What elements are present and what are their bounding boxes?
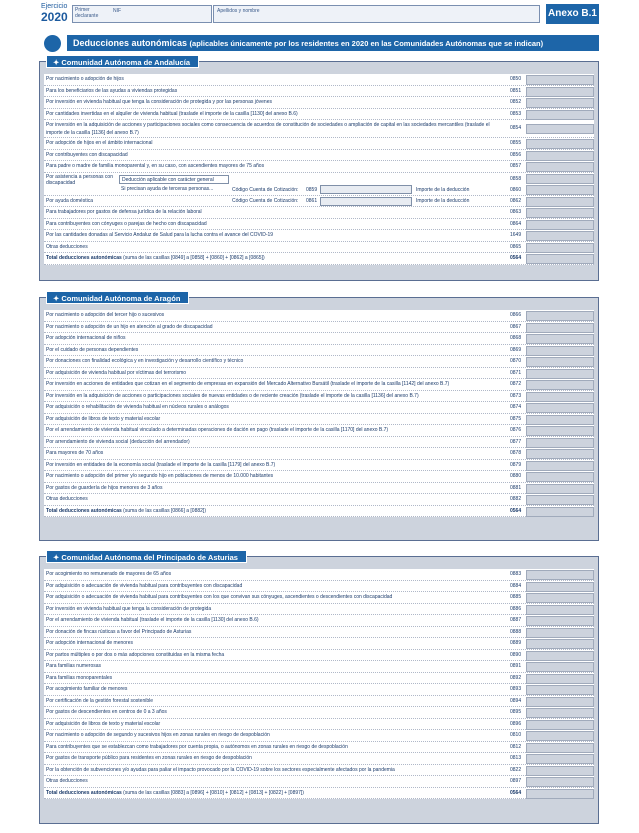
amount-input[interactable]: [526, 720, 594, 730]
deduction-row: [44, 673, 594, 685]
box-code: 0855: [510, 140, 522, 146]
apellidos-label: Apellidos y nombre: [217, 8, 260, 14]
deduction-row: [44, 242, 594, 254]
box-code: 0885: [510, 594, 522, 600]
row-label: Por inversión en vivienda habitual que tenga la consideración de protegida: [46, 605, 212, 612]
amount-input[interactable]: [526, 777, 594, 787]
amount-input[interactable]: [526, 426, 594, 436]
box-code: 0856: [510, 151, 522, 158]
box-code: 0822: [510, 766, 522, 773]
amount-input[interactable]: [526, 495, 594, 505]
deduction-row: [44, 730, 594, 742]
deduction-row: [44, 74, 594, 86]
amount-input[interactable]: [526, 124, 594, 134]
deduction-row: [44, 230, 594, 242]
box-code: 0870: [510, 358, 522, 364]
deduction-row: [44, 379, 594, 391]
row-label: Por arrendamiento de vivienda social (deducción del arrendador): [46, 438, 190, 445]
amount-input[interactable]: [526, 392, 594, 402]
row-label: Otras deducciones: [46, 243, 88, 250]
amount-input[interactable]: [526, 403, 594, 413]
amount-input[interactable]: [526, 162, 594, 172]
deduction-row: [44, 615, 594, 627]
title-sub: (aplicables únicamente por los residentes en 2020 en las Comunidades Autónomas que se indican): [189, 39, 544, 48]
anexo-badge: Anexo B.1: [546, 4, 599, 24]
deduction-row: [44, 471, 594, 483]
row-label: Para contribuyentes que se establezcan como trabajadores por cuenta propia, o autónomos en zonas rurales en riesgo de despoblación: [46, 743, 348, 750]
deduction-row: [44, 627, 594, 639]
row-label: Por adopción de hijos en el ámbito internacional: [46, 140, 153, 146]
deduction-row: [44, 161, 594, 173]
box-code: 0875: [510, 415, 522, 422]
amount-input[interactable]: [526, 674, 594, 684]
row-label: Para familias monoparentales: [46, 674, 113, 681]
section-andalucia: [39, 58, 599, 281]
amount-input[interactable]: [526, 231, 594, 241]
asistencia-general[interactable]: Deducción aplicable con carácter general: [119, 175, 229, 184]
row-label: Por contribuyentes con discapacidad: [46, 151, 128, 158]
box-code: 1649: [510, 232, 522, 238]
deduction-row: [44, 742, 594, 754]
ccc-code: 0859: [306, 186, 318, 193]
amount-input[interactable]: [526, 87, 594, 97]
row-label: Por el cuidado de personas dependientes: [46, 346, 139, 353]
deduction-row: [44, 684, 594, 696]
amount-input[interactable]: [526, 311, 594, 321]
row-label: Por nacimiento o adopción de un hijo en atención al grado de discapacidad: [46, 323, 213, 330]
deduction-row: [44, 765, 594, 777]
box-code: 0858: [510, 175, 522, 182]
row-label: Para familias numerosas: [46, 663, 102, 669]
total-row: [44, 253, 594, 265]
deduction-row: [44, 356, 594, 368]
box-code: 0895: [510, 709, 522, 715]
amount-input[interactable]: [526, 754, 594, 764]
ejercicio-value: 2020: [41, 10, 68, 24]
row-label: Por inversión en la adquisición de acciones o participaciones sociales de nuevas entidades o de reciente creación (traslade el importe de la casilla [1136] del anexo B.7): [46, 392, 419, 399]
deduction-row: [44, 719, 594, 731]
box-code: 0883: [510, 571, 522, 577]
deduction-row: [44, 650, 594, 662]
section-aragon: [39, 294, 599, 541]
importe-label: Importe de la deducción: [416, 186, 470, 193]
deduction-row: [44, 310, 594, 322]
section-title-andalucia: ✦ Comunidad Autónoma de Andalucía: [46, 55, 199, 68]
box-code: 0869: [510, 346, 522, 353]
box-code: 0812: [510, 743, 522, 750]
amount-input[interactable]: [526, 110, 594, 120]
deduction-row: [44, 638, 594, 650]
row-label: Por donaciones con finalidad ecológica y en investigación y desarrollo científico y técnico: [46, 358, 244, 364]
title-main: Deducciones autonómicas: [73, 38, 188, 48]
asistencia-block: [44, 173, 594, 196]
row-label: Por gastos de guardería de hijos menores de 3 años: [46, 484, 163, 491]
amount-input[interactable]: [526, 174, 594, 184]
form-header: [0, 0, 639, 26]
row-label: Por donación de fincas rústicas a favor del Principado de Asturias: [46, 628, 192, 635]
box-code: 0878: [510, 450, 522, 456]
row-label: Por las cantidades donadas al Servicio Andaluz de Salud para la lucha contra el avance del COVID-19: [46, 232, 274, 238]
total-row: [44, 506, 594, 518]
box-code: 0564: [510, 507, 522, 514]
page-title: [67, 35, 599, 51]
amount-input[interactable]: [526, 582, 594, 592]
amount-input[interactable]: [526, 243, 594, 253]
deduction-row: [44, 219, 594, 231]
row-label: Para mayores de 70 años: [46, 450, 104, 456]
row-label: Por nacimiento o adopción de segundo y sucesivos hijos en zonas rurales en riesgo de despoblación: [46, 732, 270, 738]
box-code: 0868: [510, 335, 522, 341]
amount-input[interactable]: [526, 484, 594, 494]
row-label: Otras deducciones: [46, 496, 88, 502]
box-code: 0882: [510, 496, 522, 502]
amount-input[interactable]: [526, 151, 594, 161]
deduction-row: [44, 402, 594, 414]
amount-input[interactable]: [526, 685, 594, 695]
section-title-aragon: ✦ Comunidad Autónoma de Aragón: [46, 291, 189, 304]
amount-input[interactable]: [526, 369, 594, 379]
amount-input[interactable]: [526, 220, 594, 230]
box-code: 0897: [510, 778, 522, 784]
box-code: 0564: [510, 789, 522, 796]
row-label: [46, 253, 504, 265]
amount-input[interactable]: [526, 743, 594, 753]
domestica-row: [44, 196, 594, 208]
deduction-row: [44, 86, 594, 98]
amount-input[interactable]: [526, 334, 594, 344]
box-code: 0853: [510, 110, 522, 117]
deduction-row: [44, 414, 594, 426]
deduction-row: [44, 368, 594, 380]
box-code: 0864: [510, 220, 522, 227]
deduction-row: [44, 322, 594, 334]
row-label: Por el arrendamiento de vivienda habitual (traslade el importe de la casilla [1130] del anexo B.6): [46, 617, 259, 623]
box-code: 0874: [510, 404, 522, 410]
box-code: 0893: [510, 686, 522, 692]
box-code: 0862: [510, 197, 522, 204]
amount-input[interactable]: [526, 461, 594, 471]
amount-input[interactable]: [526, 472, 594, 482]
box-code: 0810: [510, 732, 522, 738]
amount-input[interactable]: [526, 507, 594, 517]
deduction-row: [44, 138, 594, 150]
total-label: Total deducciones autonómicas: [46, 507, 122, 514]
amount-input[interactable]: [526, 708, 594, 718]
row-label: Por la obtención de subvenciones y/o ayudas para paliar el impacto provocado por la COVID-19 sobre los sectores especialmente afectados por la pandemia: [46, 766, 395, 773]
row-label: Por gastos de descendientes en centros de 0 a 3 años: [46, 709, 167, 715]
box-code: 0850: [510, 76, 522, 82]
box-code: 0854: [510, 125, 522, 131]
row-label: Para contribuyentes con cónyuges o parejas de hecho con discapacidad: [46, 220, 207, 227]
deduction-row: [44, 604, 594, 616]
amount-input[interactable]: [526, 357, 594, 367]
nif-field[interactable]: [72, 5, 212, 23]
row-label: Por adopción internacional de niños: [46, 335, 126, 341]
box-code: 0876: [510, 427, 522, 433]
box-code: 0866: [510, 312, 522, 318]
row-label: Para trabajadores por gastos de defensa jurídica de la relación laboral: [46, 209, 202, 215]
box-code: 0888: [510, 628, 522, 635]
amount-input[interactable]: [526, 254, 594, 264]
row-label: Por acogimiento familiar de menores: [46, 686, 128, 692]
amount-input[interactable]: [526, 766, 594, 776]
ccc-input[interactable]: [320, 197, 412, 206]
box-code: 0857: [510, 163, 522, 169]
box-code: 0564: [510, 255, 522, 261]
box-code: 0867: [510, 323, 522, 330]
nif-label: NIF: [113, 8, 122, 14]
section-bullet-icon: [44, 35, 61, 52]
row-label: Por adquisición de libros de texto y material escolar: [46, 720, 161, 727]
deduction-row: [44, 109, 594, 121]
amount-input[interactable]: [526, 570, 594, 580]
row-label: Por adquisición o rehabilitación de vivienda habitual en núcleos rurales o análogos: [46, 404, 229, 410]
amount-input[interactable]: [526, 346, 594, 356]
box-code: 0873: [510, 392, 522, 399]
total-formula: (suma de las casillas [0849] a [0858] + [0860] + [0862] a [0865]): [123, 255, 265, 261]
deduction-row: [44, 448, 594, 460]
total-formula: (suma de las casillas [0866] a [0882]): [123, 507, 206, 514]
amount-input[interactable]: [526, 651, 594, 661]
box-code: 0877: [510, 438, 522, 445]
total-label: Total deducciones autonómicas: [46, 789, 122, 796]
box-code: 0887: [510, 617, 522, 623]
importe-label: Importe de la deducción: [416, 197, 470, 204]
row-label: Por inversión en la adquisición de acciones y participaciones sociales como consecuencia de acuerdos de constitución de sociedades o ampliación de capital en las sociedades mercantiles (traslade el importe de la casilla [1136] del anexo B.7): [46, 122, 490, 136]
row-label: Por certificación de la gestión forestal sostenible: [46, 697, 154, 704]
box-code: 0896: [510, 720, 522, 727]
row-label: [46, 506, 504, 518]
row-label: Por nacimiento o adopción de hijos: [46, 76, 124, 82]
amount-input[interactable]: [526, 593, 594, 603]
row-label: Por cantidades invertidas en el alquiler de vivienda habitual (traslade el importe de la casilla [1130] del anexo B.6): [46, 110, 298, 117]
row-label: Por gastos de transporte público para residentes en zonas rurales en riesgo de despoblación: [46, 755, 252, 761]
deduction-row: [44, 425, 594, 437]
amount-input[interactable]: [526, 449, 594, 459]
amount-input[interactable]: [526, 639, 594, 649]
amount-input[interactable]: [526, 323, 594, 333]
row-label: Por acogimiento no remunerado de mayores de 65 años: [46, 571, 172, 577]
deduction-row: [44, 661, 594, 673]
deduction-row: [44, 494, 594, 506]
ejercicio-label: Ejercicio: [41, 3, 68, 10]
row-label: Por adquisición de libros de texto y material escolar: [46, 415, 161, 422]
amount-input[interactable]: [526, 75, 594, 85]
box-code: 0865: [510, 243, 522, 250]
box-code: 0852: [510, 99, 522, 105]
amount-input[interactable]: [526, 628, 594, 638]
deduction-row: [44, 776, 594, 788]
box-code: 0881: [510, 484, 522, 491]
amount-input[interactable]: [526, 208, 594, 218]
ccc-label: Código Cuenta de Cotización:: [232, 186, 299, 193]
row-label: Por nacimiento o adopción del primer y/o segundo hijo en poblaciones de menos de 10.000 habitantes: [46, 473, 274, 479]
row-label: Por inversión en acciones de entidades que cotizan en el segmento de empresas en expansión del Mercado Alternativo Bursátil (traslade el importe de la casilla [1142] del anexo B.7): [46, 381, 450, 387]
amount-input[interactable]: [526, 605, 594, 615]
ccc-code: 0861: [306, 197, 318, 204]
apellidos-field[interactable]: [213, 5, 540, 23]
amount-input[interactable]: [526, 616, 594, 626]
deduction-row: [44, 569, 594, 581]
deduction-row: [44, 333, 594, 345]
box-code: 0890: [510, 651, 522, 658]
deduction-row: [44, 483, 594, 495]
row-label: Por adquisición o adecuación de vivienda habitual para contribuyentes con los que convivan sus cónyuges, ascendientes o descendientes con discapacidad: [46, 594, 393, 600]
box-code: 0886: [510, 605, 522, 612]
box-code: 0851: [510, 87, 522, 94]
box-code: 0889: [510, 640, 522, 646]
primer-declarante-label: Primer declarante: [75, 7, 99, 19]
box-code: 0880: [510, 473, 522, 479]
amount-input[interactable]: [526, 662, 594, 672]
box-code: 0871: [510, 369, 522, 376]
row-label: Por nacimiento o adopción del tercer hijo o sucesivos: [46, 312, 165, 318]
box-code: 0894: [510, 697, 522, 704]
row-label: Por ayuda doméstica: [46, 197, 93, 204]
asistencia-terceras: Si precisan ayuda de terceras personas...: [121, 185, 214, 192]
amount-input[interactable]: [526, 697, 594, 707]
amount-input[interactable]: [526, 185, 594, 195]
amount-input[interactable]: [526, 139, 594, 149]
box-code: 0860: [510, 186, 522, 193]
section-title-asturias: ✦ Comunidad Autónoma del Principado de Asturias: [46, 550, 247, 563]
total-label: Total deducciones autonómicas: [46, 255, 122, 261]
section-asturias: [39, 553, 599, 824]
box-code: 0872: [510, 381, 522, 387]
total-formula: (suma de las casillas [0883] a [0896] + [0810] + [0812] + [0813] + [0822] + [0897]): [123, 789, 304, 796]
amount-input[interactable]: [526, 789, 594, 799]
box-code: 0891: [510, 663, 522, 669]
total-row: [44, 788, 594, 800]
row-label: Por partos múltiples o por dos o más adopciones constituidas en la misma fecha: [46, 651, 225, 658]
deduction-row: [44, 753, 594, 765]
row-label: Para padre o madre de familia monoparental y, en su caso, con ascendientes mayores de 75 años: [46, 163, 265, 169]
asistencia-label: Por asistencia a personas con discapacidad: [46, 173, 113, 186]
andalucia-rows: [44, 74, 594, 265]
row-label: [46, 788, 504, 800]
deduction-row: [44, 150, 594, 162]
deduction-row: [44, 437, 594, 449]
ccc-input[interactable]: [320, 185, 412, 194]
deduction-row: [44, 707, 594, 719]
box-code: 0863: [510, 209, 522, 215]
row-label: Por adquisición o adecuación de vivienda habitual para contribuyentes con discapacidad: [46, 582, 243, 589]
asturias-rows: [44, 569, 594, 799]
box-code: 0813: [510, 755, 522, 761]
row-label: Para los beneficiarios de las ayudas a viviendas protegidas: [46, 87, 178, 94]
row-label: Por inversión en vivienda habitual que tenga la consideración de protegida y por las personas jóvenes: [46, 99, 272, 105]
row-label: Otras deducciones: [46, 778, 88, 784]
deduction-row: [44, 391, 594, 403]
deduction-row: [44, 120, 594, 138]
deduction-row: [44, 207, 594, 219]
amount-input[interactable]: [526, 380, 594, 390]
ccc-label: Código Cuenta de Cotización:: [232, 197, 299, 204]
amount-input[interactable]: [526, 197, 594, 207]
box-code: 0884: [510, 582, 522, 589]
deduction-row: [44, 696, 594, 708]
deduction-row: [44, 592, 594, 604]
row-label: Por inversión en entidades de la economía social (traslade el importe de la casilla [1179] del anexo B.7): [46, 461, 276, 468]
aragon-rows: [44, 310, 594, 517]
amount-input[interactable]: [526, 731, 594, 741]
row-label: Por adopción internacional de menores: [46, 640, 133, 646]
row-label: Por el arrendamiento de vivienda habitual vinculado a determinadas operaciones de dación en pago (traslade el importe de la casilla [1170] del anexo B.7): [46, 427, 389, 433]
deduction-row: [44, 460, 594, 472]
deduction-row: [44, 581, 594, 593]
row-label: Por adquisición de vivienda habitual por víctimas del terrorismo: [46, 369, 187, 376]
deduction-row: [44, 345, 594, 357]
amount-input[interactable]: [526, 415, 594, 425]
deduction-row: [44, 97, 594, 109]
box-code: 0879: [510, 461, 522, 468]
amount-input[interactable]: [526, 438, 594, 448]
amount-input[interactable]: [526, 98, 594, 108]
box-code: 0892: [510, 674, 522, 681]
